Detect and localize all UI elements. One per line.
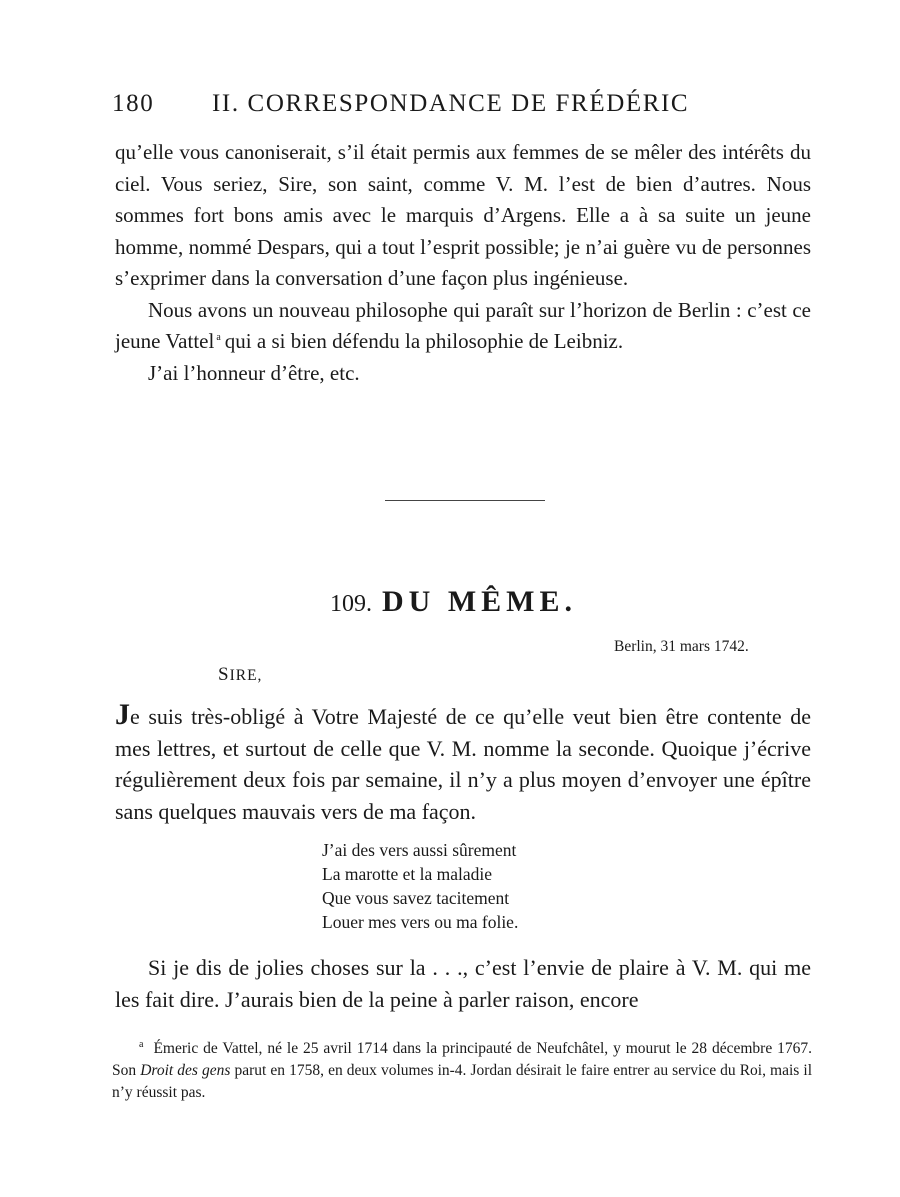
paragraph-text: e suis très-obligé à Votre Majesté de ce qu’elle veut bien être contente de mes lettres, et surtout de celle que V. M. nomme la seconde. Quoique j’écrive régulièrement deux fois par semaine, il n’y a plus moyen d’envoyer une épître sans quelques mauvais vers de ma façon.	[115, 704, 811, 824]
running-title: II. CORRESPONDANCE DE FRÉDÉRIC	[212, 90, 690, 117]
letter-body-continued	[115, 952, 811, 1015]
previous-letter-text	[115, 137, 811, 389]
paragraph	[115, 295, 811, 358]
footnote-text: Émeric de Vattel, né le 25 avril 1714 dans la principauté de Neufchâtel, y mourut le 28 décembre 1767. Son	[112, 1040, 812, 1079]
salutation	[218, 664, 262, 686]
footnote-text: parut en 1758, en deux volumes in-4. Jordan désirait le faire entrer au service du Roi, mais il n’y réussit pas.	[112, 1062, 813, 1101]
work-title: Droit des gens	[140, 1062, 231, 1079]
verse-block	[322, 838, 518, 934]
paragraph: qu’elle vous canoniserait, s’il était permis aux femmes de se mêler des intérêts du ciel. Vous seriez, Sire, son saint, comme V. M. l’est de bien d’autres. Nous sommes fort bons amis avec le marquis d’Argens. Elle a à sa suite un jeune homme, nommé Despars, qui a tout l’esprit possible; je n’ai guère vu de personnes s’exprimer dans la conversation d’une façon plus ingénieuse.	[115, 140, 811, 290]
verse-line: J’ai des vers aussi sûrement	[322, 840, 517, 860]
salutation-rest: IRE,	[229, 667, 263, 684]
verse-line: Louer mes vers ou ma folie.	[322, 912, 519, 932]
verse-line: Que vous savez tacitement	[322, 888, 510, 908]
letter-title: DU MÊME.	[382, 585, 577, 618]
section-divider	[385, 500, 545, 501]
footnote-mark: a	[139, 1038, 144, 1050]
footnote-reference: a	[216, 332, 221, 343]
verse-line: La marotte et la maladie	[322, 864, 493, 884]
footnote	[112, 1038, 812, 1104]
initial-letter: J	[115, 698, 130, 731]
paragraph: Si je dis de jolies choses sur la . . ., c’est l’envie de plaire à V. M. qui me les fait dire. J’aurais bien de la peine à parler raison, encore	[115, 955, 811, 1012]
dateline: Berlin, 31 mars 1742.	[614, 638, 749, 655]
paragraph	[115, 700, 811, 827]
salutation-initial: S	[218, 664, 230, 685]
letter-number: 109.	[330, 591, 372, 617]
closing-line: J’ai l’honneur d’être, etc.	[148, 360, 360, 385]
running-head	[112, 90, 712, 118]
letter-heading	[330, 585, 577, 619]
page-number: 180	[112, 90, 155, 117]
paragraph-text: qui a si bien défendu la philosophie de Leibniz.	[224, 329, 624, 353]
letter-body	[115, 700, 811, 827]
paragraph-text: Nous avons un nouveau philosophe qui paraît sur l’horizon de Berlin : c’est ce jeune Vattel	[115, 297, 811, 353]
